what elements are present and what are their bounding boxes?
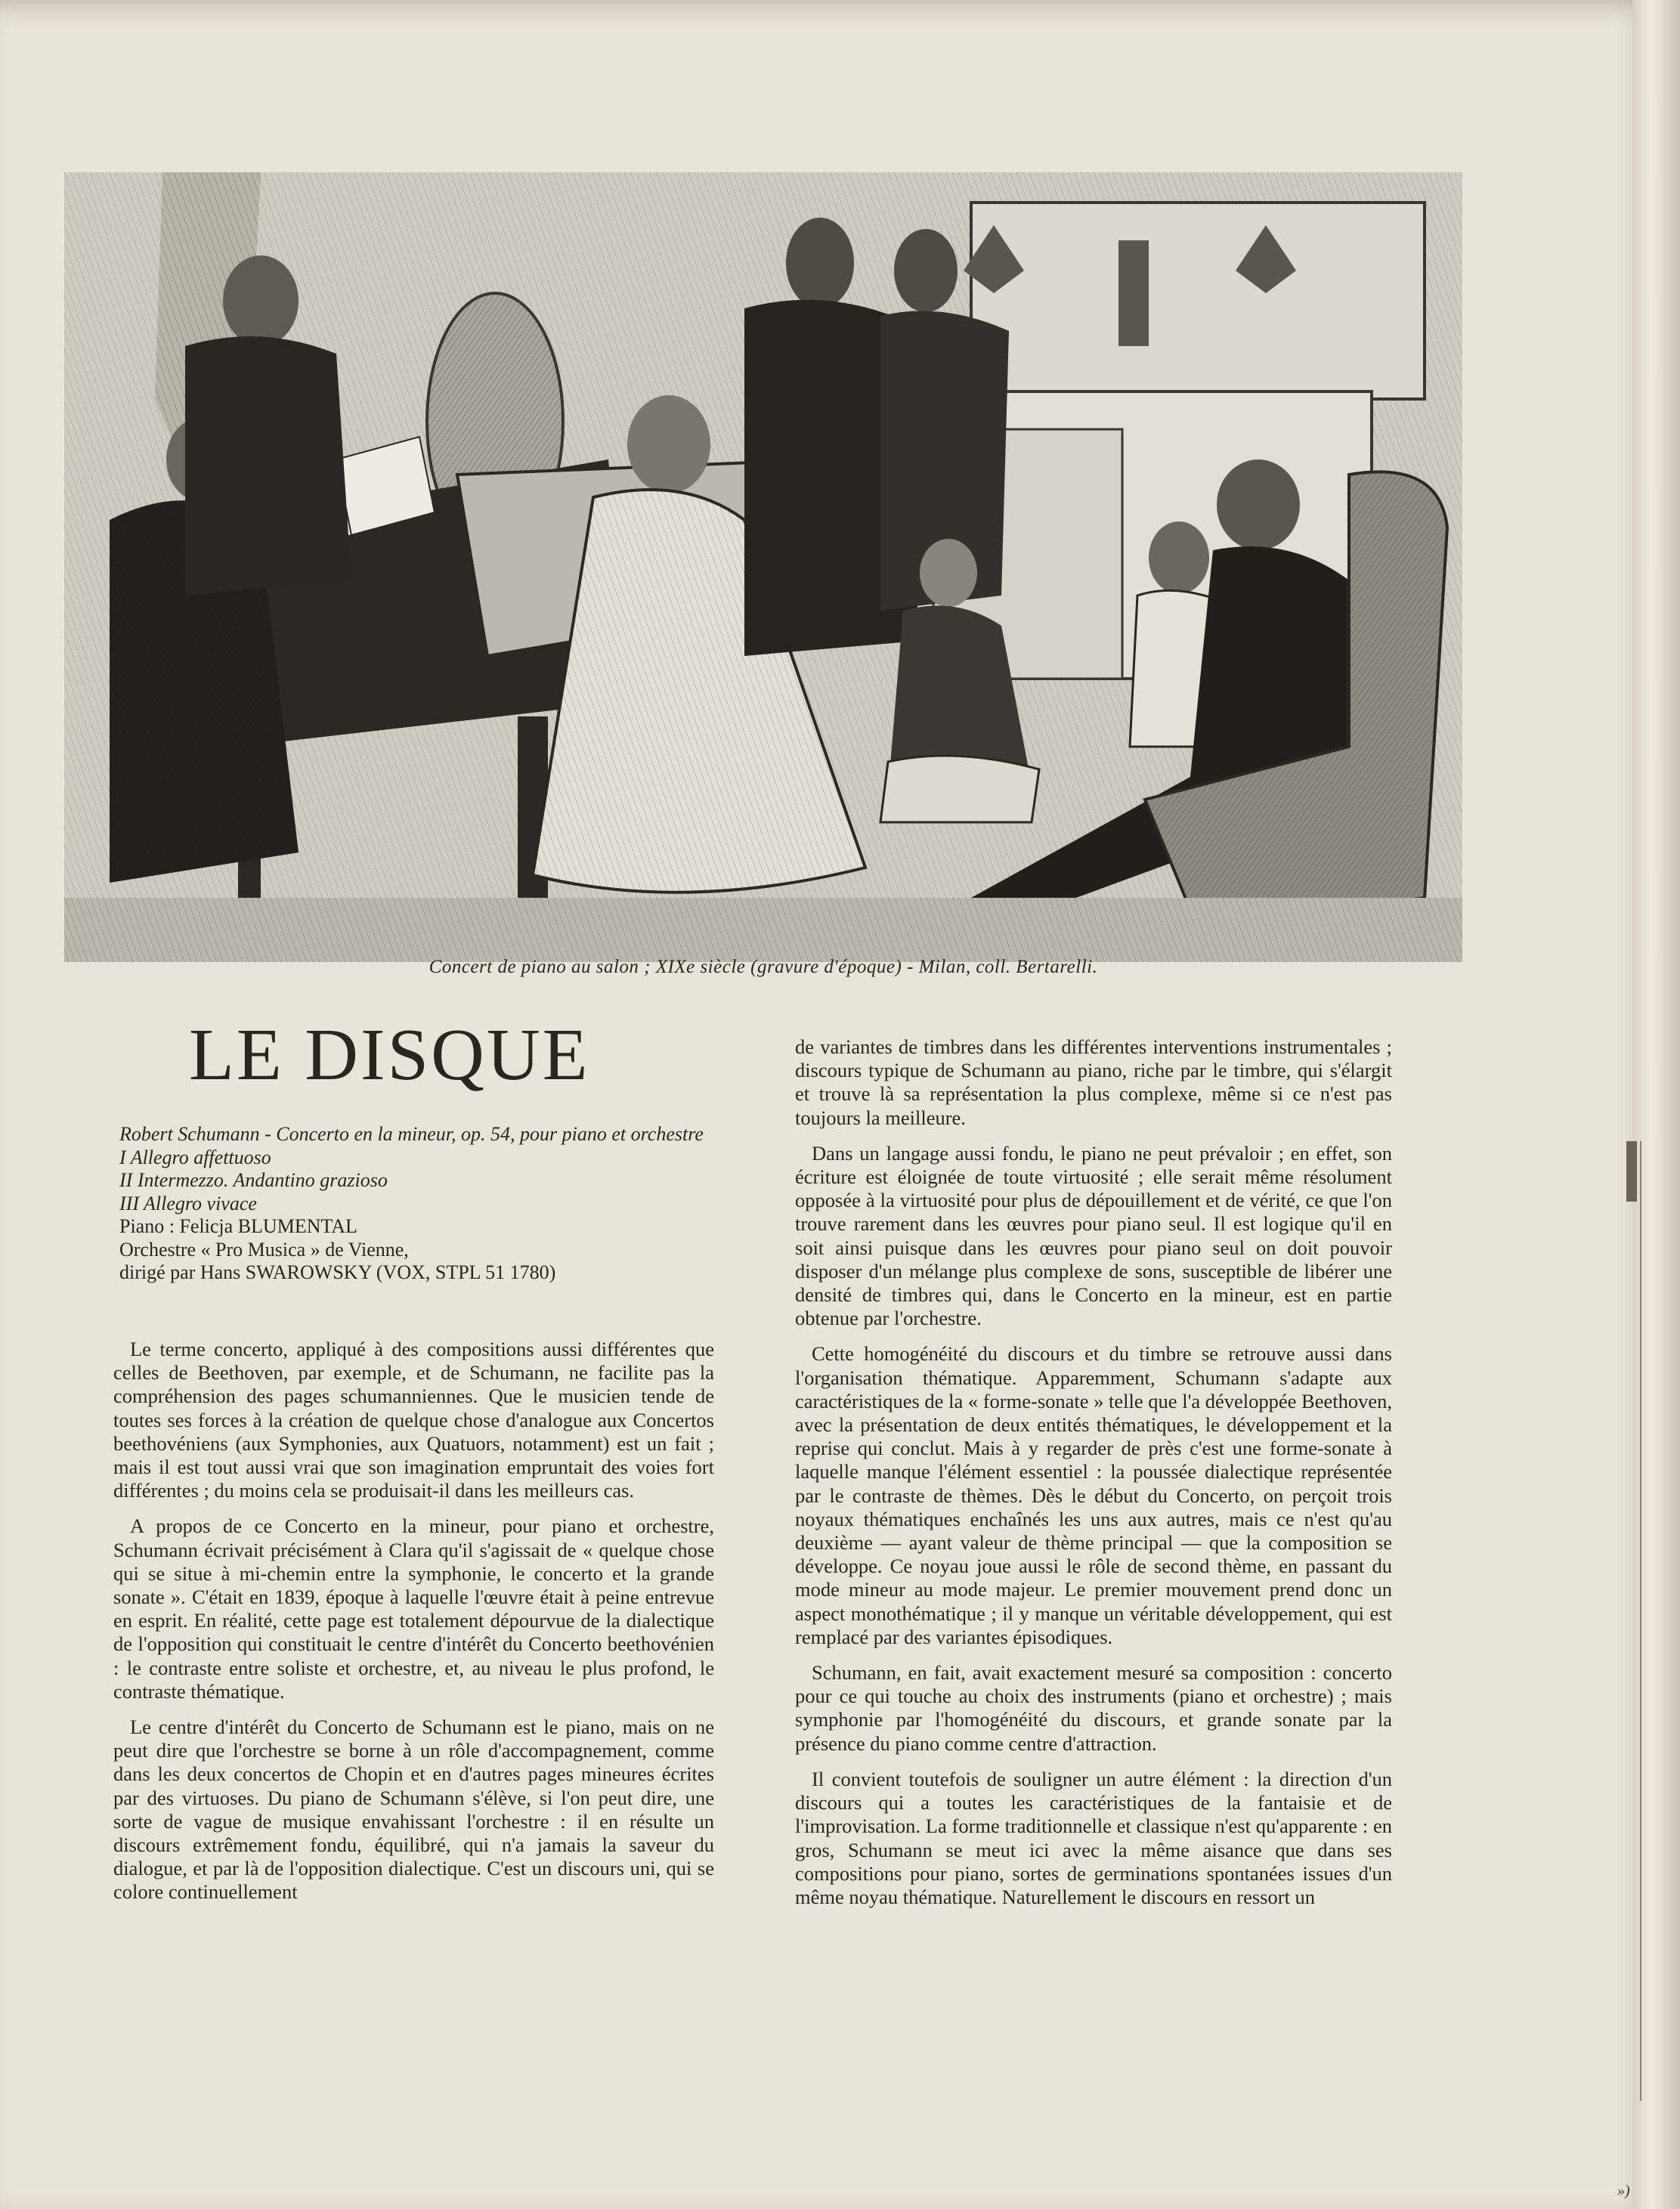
paragraph: A propos de ce Concerto en la mineur, pour piano et orchestre, Schumann écrivait précisément à Clara qu'il s'agissait de « quelque chose qui se situe à mi-chemin entre la symphonie, le concerto et la grande sonate ». C'était en 1839, époque à laquelle l'œuvre était à peine entrevue en esprit. En réalité, cette page est totalement dépourvue de la dialectique de l'opposition qui constituait le centre d'intérêt du Concerto beethovénien : le contraste entre soliste et orchestre, et, au niveau le plus profond, le contraste thématique. bbox=[113, 1514, 714, 1703]
recording-details bbox=[119, 1123, 724, 1285]
page-edge-tab bbox=[1626, 1141, 1637, 1202]
text-column-left bbox=[113, 1338, 714, 1904]
paragraph: Dans un langage aussi fondu, le piano ne peut prévaloir ; en effet, son écriture est éloignée de toute virtuosité ; elle serait même résolument opposée à la virtuosité pour plus de dépouillement et de vérité, ce que l'on trouve rarement dans les œuvres pour piano seul. Il est logique qu'il en soit ainsi puisque dans les œuvres pour piano seul on doit pouvoir disposer d'un mélange plus complexe de sons, susceptible de libérer une densité de timbres qui, dans le Concerto en la mineur, est en partie obtenue par l'orchestre. bbox=[795, 1141, 1392, 1330]
figure-caption: Concert de piano au salon ; XIXe siècle (gravure d'époque) - Milan, coll. Bertarelli. bbox=[429, 957, 1098, 977]
page-number: ») bbox=[1617, 2183, 1630, 2199]
paragraph: Le centre d'intérêt du Concerto de Schumann est le piano, mais on ne peut dire que l'orchestre se borne à un rôle d'accompagnement, comme dans les deux concertos de Chopin et en d'autres pages mineures écrites par des virtuoses. Du piano de Schumann s'élève, si l'on peut dire, une sorte de vague de musique envahissant l'orchestre : il en résulte un discours extrêmement fondu, équilibré, qui n'a jamais la saveur du dialogue, et par là de l'opposition dialectique. C'est un discours uni, qui se colore continuellement bbox=[113, 1716, 714, 1904]
work-title: Robert Schumann - Concerto en la mineur, op. 54, pour piano et orchestre bbox=[119, 1123, 704, 1145]
article-heading: LE DISQUE bbox=[189, 1014, 590, 1096]
paragraph: Le terme concerto, appliqué à des compositions aussi différentes que celles de Beethoven, par exemple, et de Schumann, ne facilite pas la compréhension des pages schumanniennes. Que le musicien tende de toutes ses forces à la création de quelque chose d'analogue aux Concertos beethovéniens (aux Symphonies, aux Quatuors, notamment) est un fait ; mais il est tout aussi vrai que son imagination empruntait des voies fort différentes ; du moins cela se produisait-il dans les meilleurs cas. bbox=[113, 1338, 714, 1502]
soloist: Piano : Felicja BLUMENTAL bbox=[119, 1215, 357, 1237]
conductor-label: dirigé par Hans SWAROWSKY (VOX, STPL 51 1780) bbox=[119, 1261, 556, 1283]
movement-2: II Intermezzo. Andantino grazioso bbox=[119, 1169, 388, 1191]
paragraph: Cette homogénéité du discours et du timbre se retrouve aussi dans l'organisation thématique. Apparemment, Schumann s'adapte aux caractéristiques de la « forme-sonate » telle que l'a développée Beethoven, avec la présentation de deux entités thématiques, le développement et la reprise qui conclut. Mais à y regarder de près c'est une forme-sonate à laquelle manque l'élément essentiel : la poussée dialectique représentée par le contraste de thèmes. Dès le début du Concerto, on perçoit trois noyaux thématiques enchaînés les uns aux autres, mais ce n'est qu'au deuxième — ayant valeur de thème principal — que la composition se développe. Ce noyau joue aussi le rôle de second thème, en passant du mode mineur au mode majeur. Le premier mouvement prend donc un aspect monothématique ; il y manque un véritable développement, qui est remplacé par des variantes épisodiques. bbox=[795, 1342, 1392, 1648]
salon-concert-engraving bbox=[64, 172, 1462, 962]
orchestra: Orchestre « Pro Musica » de Vienne, bbox=[119, 1238, 409, 1261]
movement-3: III Allegro vivace bbox=[119, 1192, 257, 1214]
paragraph: de variantes de timbres dans les différentes interventions instrumentales ; discours typique de Schumann au piano, riche par le timbre, qui s'élargit et trouve là sa représentation la plus complexe, même si ce n'est pas toujours la meilleure. bbox=[795, 1035, 1392, 1129]
page-edge-rule bbox=[1640, 1141, 1641, 2101]
paragraph: Schumann, en fait, avait exactement mesuré sa composition : concerto pour ce qui touche au choix des instruments (piano et orchestre) ; mais symphonie par l'homogénéité du discours, et grande sonate par la présence du piano comme centre d'attraction. bbox=[795, 1661, 1392, 1755]
engraving-illustration bbox=[64, 172, 1462, 962]
movement-1: I Allegro affettuoso bbox=[119, 1146, 271, 1168]
text-column-right bbox=[795, 1035, 1392, 1909]
paragraph: Il convient toutefois de souligner un autre élément : la direction d'un discours qui a toutes les caractéristiques de la fantaisie et de l'improvisation. La forme traditionnelle et classique n'est qu'apparente : en gros, Schumann se meut ici avec la même aisance que dans ses compositions pour piano, sortes de germinations spontanées issues d'un même noyau thématique. Naturellement le discours en ressort un bbox=[795, 1767, 1392, 1908]
